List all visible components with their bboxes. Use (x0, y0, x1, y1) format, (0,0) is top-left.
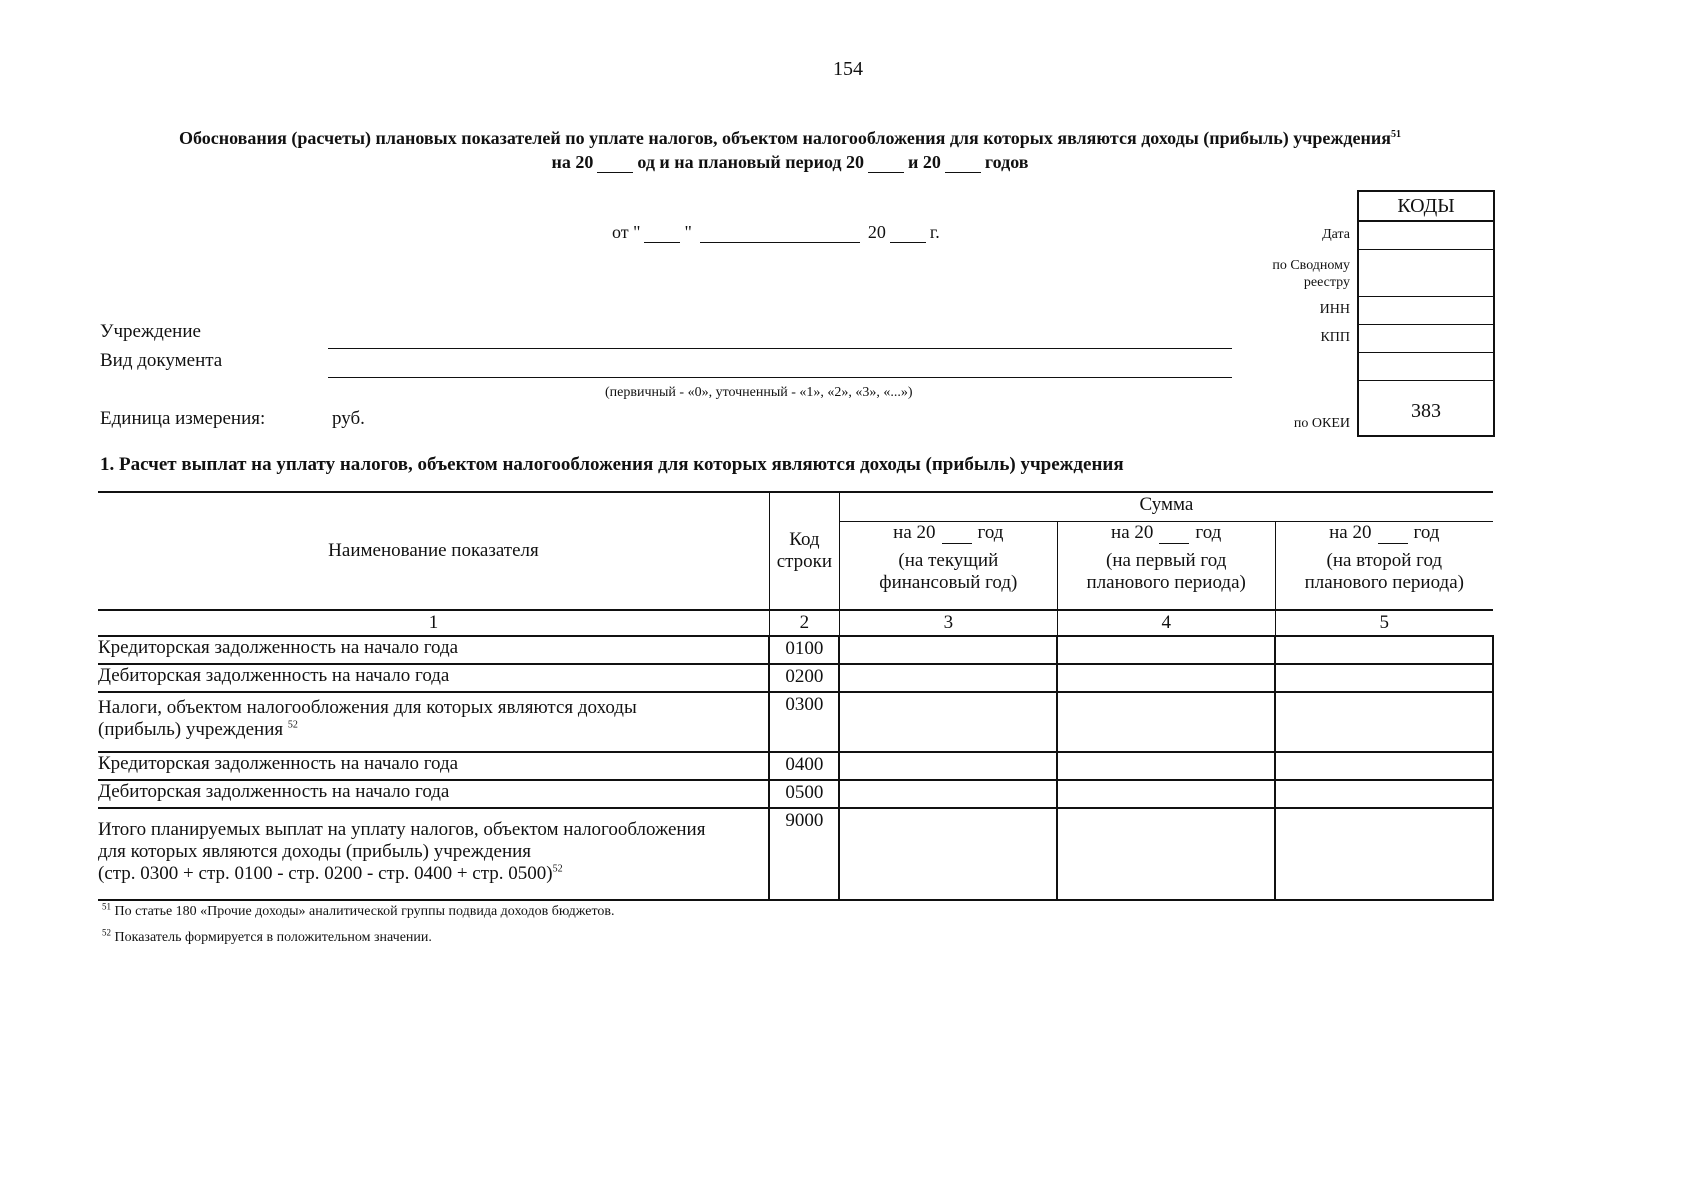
row-code: 0100 (769, 636, 839, 664)
value-cell[interactable] (839, 664, 1057, 692)
unit-label: Единица измерения: (100, 408, 266, 429)
code-kpp-cell[interactable] (1359, 325, 1493, 353)
title-year-label: на 20 (551, 152, 594, 172)
footnote-ref: 52 (552, 863, 563, 875)
date-year-blank[interactable] (890, 226, 926, 243)
footnote-51 (102, 901, 615, 920)
footnote-number: 51 (102, 901, 111, 912)
value-cell[interactable] (1275, 752, 1493, 780)
value-cell[interactable] (1275, 808, 1493, 900)
row-name-line2: (прибыль) учреждения (98, 719, 284, 740)
col-number-5: 5 (1275, 610, 1493, 636)
row-name-line1: Налоги, объектом налогообложения для которых являются доходы (98, 697, 637, 718)
value-cell[interactable] (1057, 780, 1275, 808)
footnote-number: 52 (102, 927, 111, 938)
period-current-desc1: (на текущий (898, 550, 999, 571)
title-footnote-ref: 51 (1391, 129, 1401, 140)
value-cell[interactable] (1275, 692, 1493, 752)
period-current-blank[interactable] (942, 527, 972, 544)
institution-field[interactable] (328, 348, 1232, 349)
header-row-code-line2: строки (776, 551, 833, 572)
code-inn-cell[interactable] (1359, 297, 1493, 325)
codes-box (1357, 190, 1495, 437)
header-sum: Сумма (839, 492, 1493, 522)
date-quote: " (684, 222, 692, 242)
footnote-text: По статье 180 «Прочие доходы» аналитической группы подвида доходов бюджетов. (114, 904, 615, 919)
footnote-ref: 52 (287, 719, 298, 731)
value-cell[interactable] (839, 752, 1057, 780)
plan-year-2-blank[interactable] (945, 156, 981, 173)
row-code: 9000 (769, 808, 839, 900)
period-second-desc1: (на второй год (1326, 550, 1443, 571)
period-first-desc1: (на первый год (1106, 550, 1227, 571)
document-subtitle (100, 152, 1480, 173)
row-name (98, 692, 769, 752)
title-line1: Обоснования (расчеты) плановых показателей по уплате налогов, объектом налогообложения для которых являются доходы (прибыль) учреждения (178, 128, 1391, 148)
period-second-year: на 20 (1329, 522, 1372, 543)
row-name: Дебиторская задолженность на начало года (98, 664, 769, 692)
institution-label: Учреждение (100, 321, 201, 342)
row-code: 0400 (769, 752, 839, 780)
row-name-line1: Итого планируемых выплат на уплату налогов, объектом налогообложения (98, 819, 706, 840)
row-code: 0200 (769, 664, 839, 692)
value-cell[interactable] (1275, 780, 1493, 808)
code-registry-cell[interactable] (1359, 250, 1493, 297)
value-cell[interactable] (1057, 752, 1275, 780)
row-name: Кредиторская задолженность на начало года (98, 752, 769, 780)
year-blank[interactable] (597, 156, 633, 173)
header-row-code (769, 492, 839, 610)
row-name-line2: для которых являются доходы (прибыль) учреждения (98, 841, 532, 862)
row-name: Кредиторская задолженность на начало года (98, 636, 769, 664)
period-first-desc2: планового периода) (1086, 572, 1246, 593)
doc-type-field[interactable] (328, 377, 1232, 378)
plan-year-1-blank[interactable] (868, 156, 904, 173)
row-code: 0300 (769, 692, 839, 752)
table-row (98, 692, 1493, 752)
value-cell[interactable] (1057, 636, 1275, 664)
row-code: 0500 (769, 780, 839, 808)
period-current-unit: год (977, 522, 1004, 543)
period-current-year: на 20 (893, 522, 936, 543)
header-period-current (839, 522, 1057, 611)
value-cell[interactable] (1275, 664, 1493, 692)
date-year: 20 (867, 222, 886, 242)
month-blank[interactable] (700, 226, 860, 243)
day-blank[interactable] (644, 226, 680, 243)
page-number: 154 (833, 58, 863, 80)
codes-label-inn: ИНН (1319, 302, 1350, 317)
value-cell[interactable] (839, 780, 1057, 808)
unit-value: руб. (332, 408, 365, 429)
code-date-cell[interactable] (1359, 222, 1493, 250)
header-indicator-name: Наименование показателя (98, 492, 769, 610)
footnote-52 (102, 927, 432, 946)
col-number-3: 3 (839, 610, 1057, 636)
row-name-line3: (стр. 0300 + стр. 0100 - стр. 0200 - стр. 0400 + стр. 0500) (98, 863, 553, 884)
header-period-first (1057, 522, 1275, 611)
period-second-unit: год (1413, 522, 1440, 543)
codes-label-date: Дата (1322, 227, 1350, 242)
period-second-blank[interactable] (1378, 527, 1408, 544)
document-date (612, 222, 940, 243)
table-row (98, 808, 1493, 900)
title-and-label: и 20 (908, 152, 941, 172)
codes-label-kpp: КПП (1320, 330, 1350, 345)
doc-type-label: Вид документа (100, 350, 223, 371)
period-second-desc2: планового периода) (1304, 572, 1464, 593)
period-first-blank[interactable] (1159, 527, 1189, 544)
period-current-desc2: финансовый год) (879, 572, 1018, 593)
code-okei-cell: 383 (1411, 400, 1441, 422)
value-cell[interactable] (1057, 664, 1275, 692)
date-prefix: от " (612, 222, 641, 242)
value-cell[interactable] (1275, 636, 1493, 664)
codes-label-registry: по Сводному реестру (1272, 258, 1350, 290)
value-cell[interactable] (1057, 808, 1275, 900)
value-cell[interactable] (839, 692, 1057, 752)
header-row-code-line1: Код (789, 529, 820, 550)
col-number-4: 4 (1057, 610, 1275, 636)
row-name: Дебиторская задолженность на начало года (98, 780, 769, 808)
value-cell[interactable] (839, 636, 1057, 664)
period-first-year: на 20 (1111, 522, 1154, 543)
table-row (98, 636, 1493, 664)
codes-header: КОДЫ (1359, 192, 1493, 222)
col-number-2: 2 (769, 610, 839, 636)
document-title (100, 128, 1480, 149)
codes-label-okei: по ОКЕИ (1293, 416, 1350, 431)
date-suffix: г. (929, 222, 940, 242)
header-period-second (1275, 522, 1493, 611)
period-first-unit: год (1195, 522, 1222, 543)
title-years-label: годов (984, 152, 1029, 172)
table-row (98, 752, 1493, 780)
section-title: 1. Расчет выплат на уплату налогов, объектом налогообложения для которых являются доходы (прибыль) учреждения (100, 454, 1124, 475)
col-number-1: 1 (98, 610, 769, 636)
doc-type-hint: (первичный - «0», уточненный - «1», «2», «3», «...») (605, 385, 913, 400)
footnote-text: Показатель формируется в положительном значении. (114, 930, 432, 945)
title-plan-label: од и на плановый период 20 (637, 152, 865, 172)
tax-payments-table (98, 491, 1494, 901)
code-doctype-cell[interactable] (1359, 353, 1493, 381)
value-cell[interactable] (839, 808, 1057, 900)
row-name (98, 808, 769, 900)
value-cell[interactable] (1057, 692, 1275, 752)
table-row (98, 780, 1493, 808)
table-row (98, 664, 1493, 692)
